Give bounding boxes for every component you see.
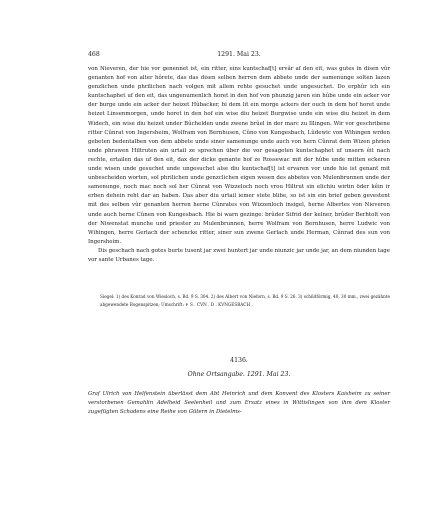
page-header (88, 51, 390, 59)
seal-footnote (100, 293, 390, 309)
regest-text: Graf Ulrich von Helfenstein überlässt dem Abt Heinrich und dem Konvent des Klosters Kaisheim zu seiner verstorbenen Gemahlin Adelheid Seelenheil und zum Ersatz eines in Wittislingen von ihm dem Kloster zugefügten Schadens eine Reihe von Gütern in Dietelms- (88, 391, 390, 416)
seal-note: Siegel: 1) des Konrad von Wiesloch, s. Bd. 9 S. 304. 2) des Albert von Nieforn, s. Bd. 9 S. 26. 3) schildförmig, 40, 30 mm., zwei gezähnte abgewendete Bogenspitzen; Umschrift: ✝ S . CVN . D . KVNGESBACH . (100, 294, 390, 307)
running-title: 1291. Mai 23. (217, 51, 261, 58)
page-number: 468 (88, 51, 100, 58)
charter-text (88, 65, 390, 265)
dateline: Ohne Ortsangabe. 1291. Mai 23. (187, 371, 291, 378)
main-paragraph: von Nieveren, der hie vor genennet ist, ein ritter, eins kuntschaf[t] ervâr af den eit, was gutes in disen vûr genanten hof von alter hôrete, das das disen selben herren dem abbete unde der samenunge solten lazen genzlichen unde phrilichen nach volgen mit allem rehte gesuchet unde ungesuchet. Do erphûr ich ein kuntschaphet uf den eit, das ungenumenlich horet in den hof von phunzig jaren ein hûbe unde ein acker vor der burge unde ein acker der heizet Hûbacker, bi dem lit ein morge ackers der ouch in dem hof horet unde heizet Linsenmorgen, unde horet in den hof ein wise diu heizet Burgwise unde ein wise diu heizet in dem Widech, ein wise diu heizet under Bûchelden unde zwene brûel in der marc zu Illingen. Wir vor geschribene ritter Cûnrat von Ingersheim, Wolfram von Bernhusen, Cûno von Kungesbach, Lûdewic von Wihingen wrden gebeten bedentalben von dem abbete unde siner samenunge unde auch von hern Cûnrat dem Wizen phrien unde phrawen Hiltruten ain urtail ze sprechen über die vor gesageten kuntschaphet uf unsern êit nach rechte, ertailen das uf den eit, dax der dicke genante hof ze Rossewac mit der hûbe unde mitten eckeren unde wisen unde gesuchet unde ungesuchet alse diu kuntschaf[t] ist ervaren vor unde hie ist genant mit unbescheiden worten, sol phrilichen unde genzclichen eigen wesen des abbetes von Mulenbrunnen unde der samenunge, noch mac noch sol her Cûnrat von Wizzeloch noch vrou Hiltrut sin elichiu wirtin öder kêin ir erben dehein reht dar an haben. Das aber diu urtail iemer stete blibe, so ist sin ein brief geben gevestent mit des selben vûr genanten herren herne Cûnrates von Wizzenloch insigel, herne Albertes von Nieveren unde auch herne Cûnen von Kungesbach. Hie bi warn gezinge: brûder Sifrid der kelner, brûder Berhtolt von der Niwenstat munche und priester zu Mulenbrunnen, herre Wolfram von Bernhusen, herre Ludwic von Wihingen, herre Gerlach der schencke ritter, siner sun zwene Gerlach unde Herman, Cûnrad des sun von Ingersheim. (88, 66, 390, 245)
closing-paragraph: Dis geschach nach gotes burte tusent jar zwei huntert jar unde niunzic jar unde jar, an dem niunden tage vor sante Urbanes tage. (88, 247, 390, 263)
document-number: 4136. (230, 357, 248, 364)
regest-summary (88, 390, 390, 418)
